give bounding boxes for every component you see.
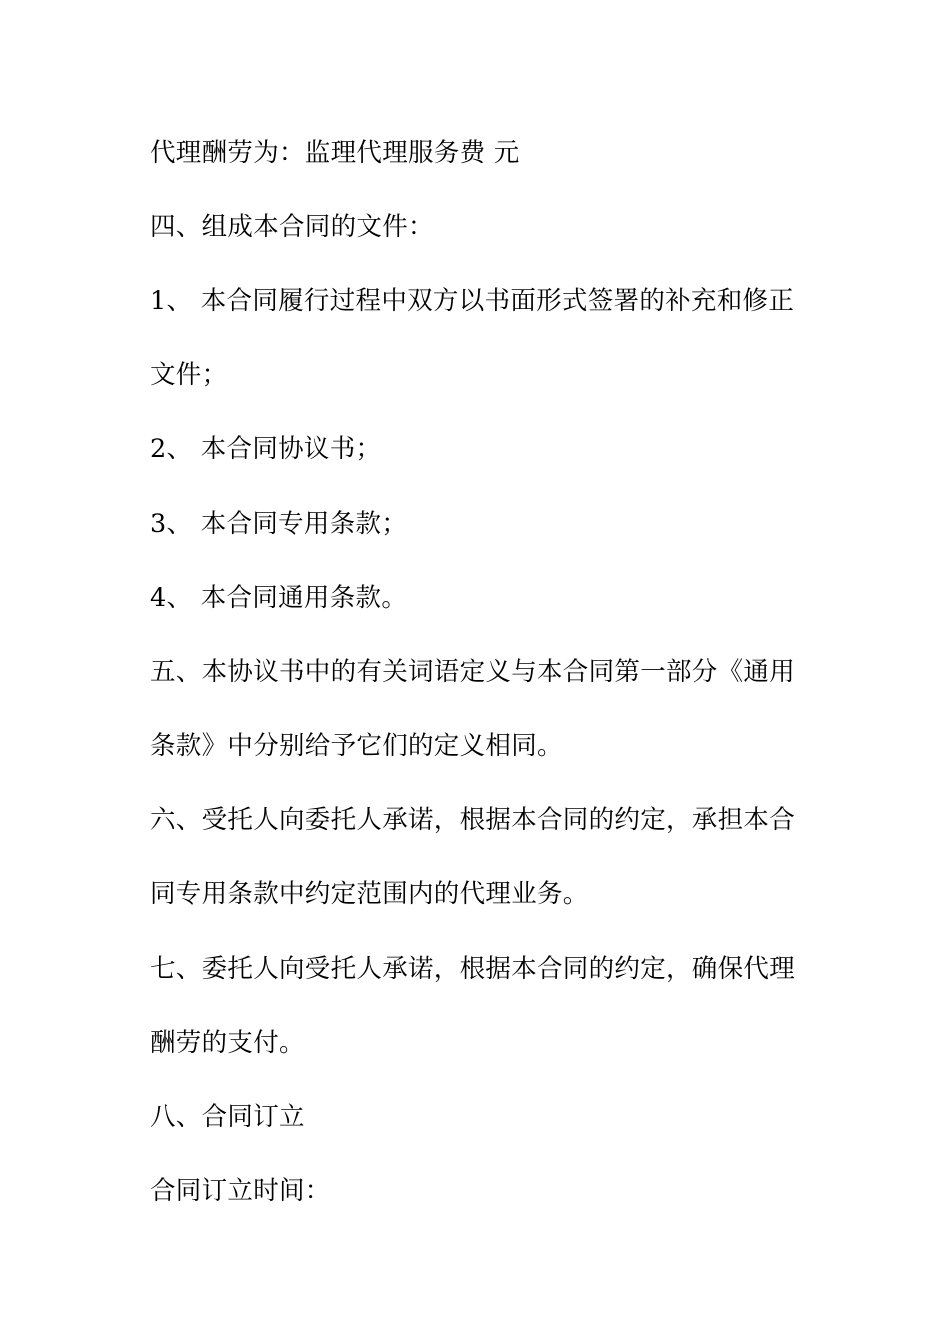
text-line-item-2: 2、 本合同协议书；	[150, 434, 382, 464]
text-line-section-4-heading: 四、组成本合同的文件：	[150, 212, 434, 242]
text-line-section-7: 七、委托人向受托人承诺，根据本合同的约定，确保代理	[150, 954, 796, 984]
text-line-section-5-cont: 条款》中分别给予它们的定义相同。	[150, 731, 563, 761]
text-line-section-7-cont: 酬劳的支付。	[150, 1028, 305, 1058]
text-line-item-3: 3、 本合同专用条款；	[150, 509, 408, 539]
text-line-section-6-cont: 同专用条款中约定范围内的代理业务。	[150, 879, 589, 909]
text-line-section-6: 六、受托人向委托人承诺，根据本合同的约定，承担本合	[150, 805, 796, 835]
text-line-signing-time: 合同订立时间：	[150, 1176, 331, 1206]
text-line-section-8-heading: 八、合同订立	[150, 1102, 305, 1132]
text-line-section-5: 五、本协议书中的有关词语定义与本合同第一部分《通用	[150, 657, 796, 687]
text-line-item-1: 1、 本合同履行过程中双方以书面形式签署的补充和修正	[150, 286, 795, 316]
text-line-item-4: 4、 本合同通用条款。	[150, 583, 408, 613]
text-line-remuneration: 代理酬劳为：监理代理服务费 元	[150, 138, 520, 168]
text-line-item-1-cont: 文件；	[150, 360, 228, 390]
